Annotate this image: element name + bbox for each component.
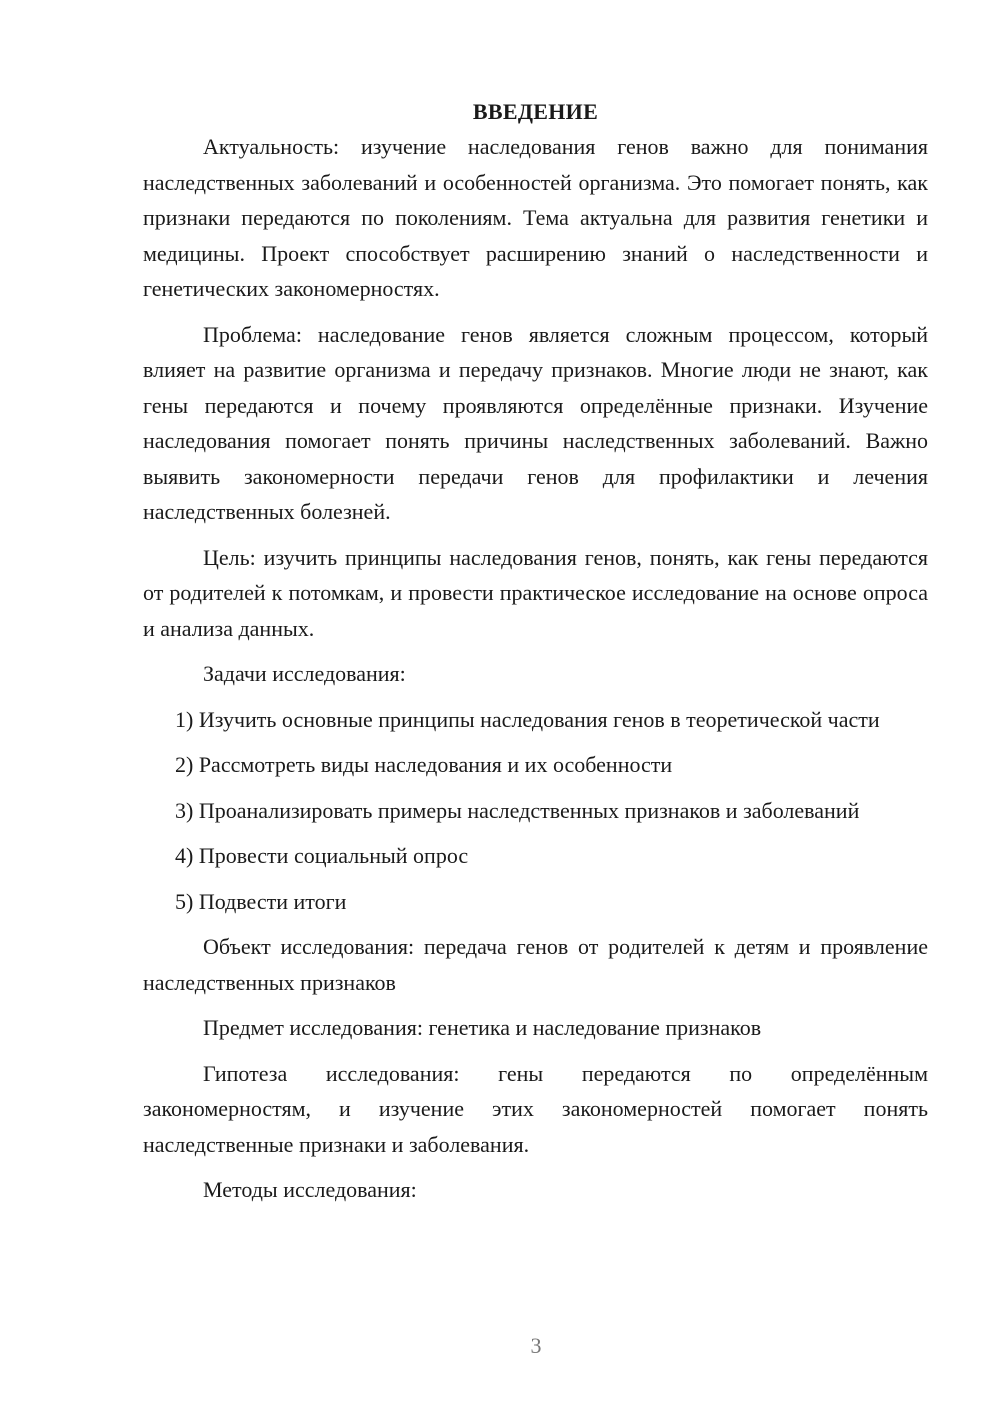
section-title: ВВЕДЕНИЕ xyxy=(472,99,599,124)
relevance-paragraph: Актуальность: изучение наследования генов важно для понимания наследственных заболеваний и особенностей организма. Это помогает понять, как признаки передаются по поколениям. Тема актуальна для развития генетики и медицины. Проект способствует расширению знаний о наследственности и генетических закономерностях. xyxy=(143,134,928,301)
object-paragraph: Объект исследования: передача генов от родителей к детям и проявление наследственных признаков xyxy=(143,934,928,995)
task-item-4: 4) Провести социальный опрос xyxy=(175,843,469,868)
subject-paragraph: Предмет исследования: генетика и наследование признаков xyxy=(203,1015,762,1040)
goal-paragraph: Цель: изучить принципы наследования генов, понять, как гены передаются от родителей к потомкам, и провести практическое исследование на основе опроса и анализа данных. xyxy=(143,544,928,641)
task-item-2: 2) Рассмотреть виды наследования и их особенности xyxy=(175,752,673,777)
tasks-heading: Задачи исследования: xyxy=(203,661,406,686)
page-content xyxy=(143,94,928,1218)
task-item-5: 5) Подвести итоги xyxy=(175,888,347,914)
task-item-1: 1) Изучить основные принципы наследования генов в теоретической части xyxy=(175,706,880,732)
methods-heading: Методы исследования: xyxy=(203,1177,417,1202)
hypothesis-paragraph: Гипотеза исследования: гены передаются по определённым закономерностям, и изучение этих закономерностей помогает понять наследственные признаки и заболевания. xyxy=(143,1060,928,1157)
task-item-3: 3) Проанализировать примеры наследственных признаков и заболеваний xyxy=(175,797,860,823)
problem-paragraph: Проблема: наследование генов является сложным процессом, который влияет на развитие организма и передачу признаков. Многие люди не знают, как гены передаются и почему проявляются определённые признаки. Изучение наследования помогает понять причины наследственных заболеваний. Важно выявить закономерности передачи генов для профилактики и лечения наследственных болезней. xyxy=(143,321,928,524)
page-number: 3 xyxy=(530,1333,542,1358)
